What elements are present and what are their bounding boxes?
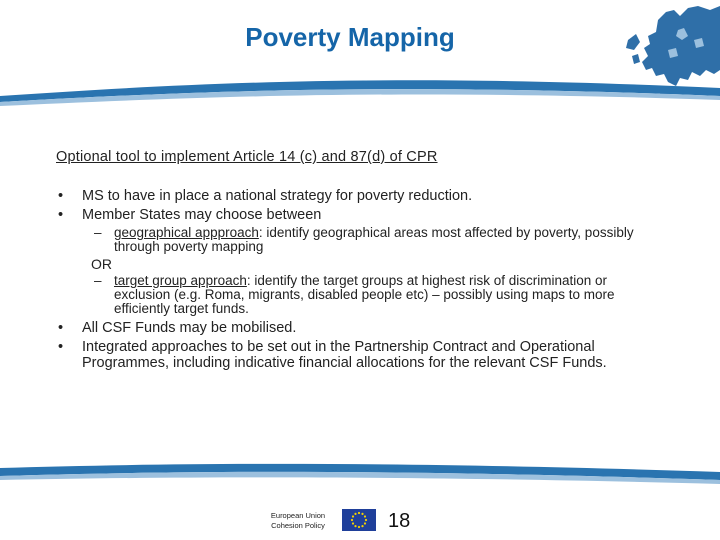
eu-flag-icon xyxy=(342,509,376,531)
footer-org-line1: European Union xyxy=(270,511,326,520)
option-label: geographical appproach xyxy=(114,225,259,240)
bullet-icon: • xyxy=(58,188,64,204)
slide-subtitle: Optional tool to implement Article 14 (c) and 87(d) of CPR xyxy=(56,149,438,165)
footer-band xyxy=(0,458,720,498)
bullet-item xyxy=(56,207,656,223)
option-label: target group approach xyxy=(114,273,247,288)
option-text: : identify the target groups at highest risk of discrimination or exclusion (e.g. Roma, migrants, disabled people etc) – possibly using maps to more efficiently target funds. xyxy=(114,273,615,316)
footer-org xyxy=(262,511,334,531)
dash-icon: – xyxy=(94,273,102,288)
option-text: : identify geographical areas most affected by poverty, possibly through poverty mapping xyxy=(114,225,634,254)
header-band xyxy=(0,58,720,108)
bullet-icon: • xyxy=(58,339,64,355)
dash-icon: – xyxy=(94,225,102,240)
or-label: OR xyxy=(91,256,112,272)
bullet-text: Integrated approaches to be set out in the Partnership Contract and Operational Programmes, including indicative financial allocations for the relevant CSF Funds. xyxy=(82,339,607,371)
option-geographical xyxy=(56,226,656,254)
option-target-group xyxy=(56,274,656,316)
page-title: Poverty Mapping xyxy=(245,22,455,52)
page-number: 18 xyxy=(388,510,411,532)
bullet-icon: • xyxy=(58,320,64,336)
slide-content xyxy=(56,188,656,374)
bullet-item xyxy=(56,188,656,204)
bullet-text: MS to have in place a national strategy for poverty reduction. xyxy=(82,188,473,204)
bullet-item xyxy=(56,320,656,336)
bullet-icon: • xyxy=(58,207,64,223)
bullet-text: All CSF Funds may be mobilised. xyxy=(82,320,297,336)
footer-org-line2: Cohesion Policy xyxy=(271,521,325,530)
bullet-text: Member States may choose between xyxy=(82,207,322,223)
bullet-item xyxy=(56,339,656,371)
